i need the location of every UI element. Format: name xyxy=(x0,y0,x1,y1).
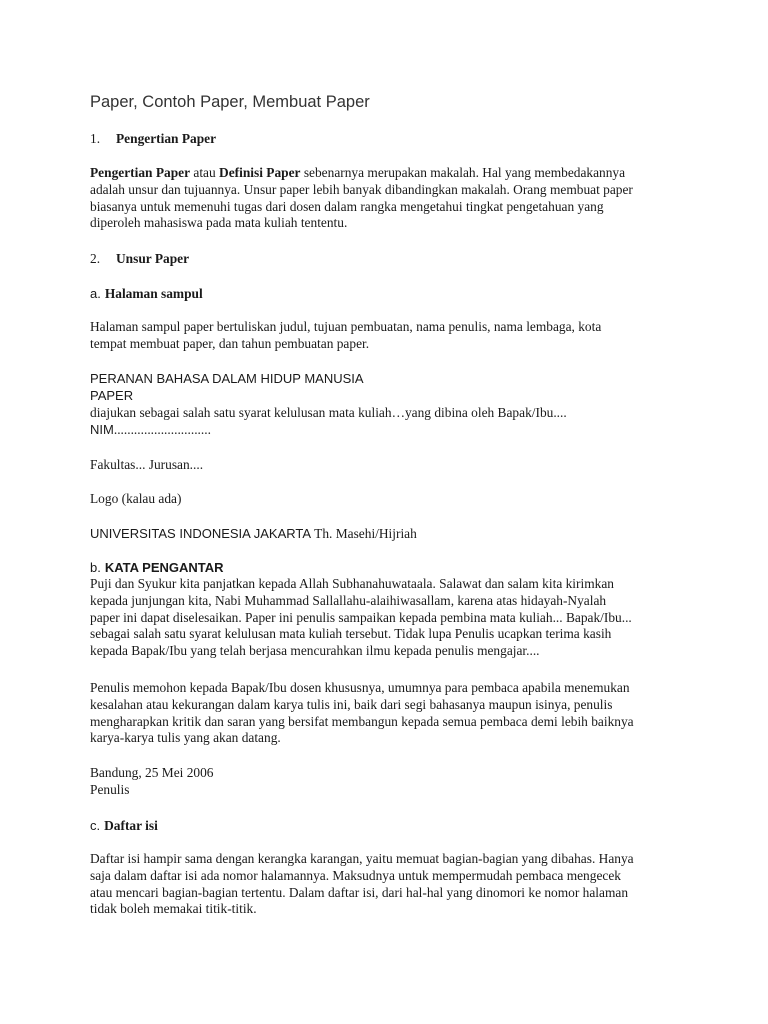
paragraph-text: atau xyxy=(190,165,220,180)
cover-university xyxy=(90,525,417,543)
university-name: UNIVERSITAS INDONESIA JAKARTA xyxy=(90,526,312,541)
paragraph-line: karya-karya tulis yang akan datang. xyxy=(90,730,281,746)
subsection-c-letter: c. xyxy=(90,818,101,833)
paragraph-line: kesalahan atau kekurangan dalam karya tulis ini, baik dari segi bahasanya maupun isinya, penulis xyxy=(90,696,613,712)
nim-label: NIM xyxy=(90,422,114,438)
subsection-a-letter: a. xyxy=(90,286,101,301)
paragraph-line: saja dalam daftar isi ada nomor halamannya. Maksudnya untuk mempermudah pembaca mengecek xyxy=(90,867,621,883)
subsection-a-heading xyxy=(90,285,203,303)
cover-faculty: Fakultas... Jurusan.... xyxy=(90,457,204,472)
paragraph-line: atau mencari bagian-bagian tertentu. Dalam daftar isi, dari hal-hal yang dinomori ke nomor halaman xyxy=(90,884,629,900)
paragraph-text: sebenarnya merupakan makalah. Hal yang membedakannya xyxy=(300,165,626,180)
subsection-a-paragraph xyxy=(90,319,601,353)
signature-block xyxy=(90,765,213,799)
subsection-c-heading xyxy=(90,817,158,835)
section-1-heading xyxy=(90,131,216,148)
signer: Penulis xyxy=(90,781,130,797)
paragraph-line: paper ini dapat diselesaikan. Paper ini penulis sampaikan kepada pembina mata kuliah... Bapak/Ibu... xyxy=(90,609,632,625)
university-year: Th. Masehi/Hijriah xyxy=(311,526,417,541)
section-2-heading xyxy=(90,251,189,268)
section-1-number: 1. xyxy=(90,131,101,146)
section-2-title: Unsur Paper xyxy=(116,251,190,266)
page-title: Paper, Contoh Paper, Membuat Paper xyxy=(90,93,370,111)
paragraph-line: kepada Bapak/Ibu yang telah berjasa mencurahkan ilmu kepada penulis mengajar.... xyxy=(90,643,540,659)
paragraph-line: Puji dan Syukur kita panjatkan kepada Allah Subhanahuwataala. Salawat dan salam kita kirimkan xyxy=(90,576,614,591)
nim-dots: ............................. xyxy=(113,422,211,438)
paragraph-line: tidak boleh memakai titik-titik. xyxy=(90,901,257,917)
cover-purpose: diajukan sebagai salah satu syarat kelulusan mata kuliah…yang dibina oleh Bapak/Ibu.... xyxy=(90,404,567,420)
subsection-b-title: KATA PENGANTAR xyxy=(104,560,224,575)
paragraph-line: diperoleh mahasiswa pada mata kuliah tententu. xyxy=(90,215,348,231)
subsection-b-letter: b. xyxy=(90,560,101,575)
subsection-b-heading xyxy=(90,559,224,577)
kata-pengantar-paragraph-1 xyxy=(90,576,632,660)
place-date: Bandung, 25 Mei 2006 xyxy=(90,765,214,780)
paragraph-line: Penulis memohon kepada Bapak/Ibu dosen khususnya, umumnya para pembaca apabila menemukan xyxy=(90,680,630,695)
section-2-number: 2. xyxy=(90,251,101,266)
subsection-a-title: Halaman sampul xyxy=(104,286,203,301)
section-1-paragraph xyxy=(90,165,633,232)
paragraph-line: mengharapkan kritik dan saran yang bersifat membangun kepada semua pembaca demi lebih baiknya xyxy=(90,713,634,729)
kata-pengantar-paragraph-2 xyxy=(90,680,634,747)
paragraph-line xyxy=(90,165,633,182)
paragraph-line: tempat membuat paper, dan tahun pembuatan paper. xyxy=(90,335,370,351)
paragraph-line: Halaman sampul paper bertuliskan judul, tujuan pembuatan, nama penulis, nama lembaga, kota xyxy=(90,319,602,334)
paragraph-line: Daftar isi hampir sama dengan kerangka karangan, yaitu memuat bagian-bagian yang dibahas. Hanya xyxy=(90,851,634,866)
paragraph-line: biasanya untuk memenuhi tugas dari dosen dalam rangka mengetahui tingkat pengetahuan yang xyxy=(90,198,604,214)
subsection-c-title: Daftar isi xyxy=(104,818,158,833)
term-definisi-paper: Definisi Paper xyxy=(219,165,301,180)
cover-logo: Logo (kalau ada) xyxy=(90,491,182,506)
paragraph-line: sebagai salah satu syarat kelulusan mata kuliah tersebut. Tidak lupa Penulis ucapkan terima kasih xyxy=(90,626,612,642)
paragraph-line: kepada junjungan kita, Nabi Muhammad Sallallahu-alaihiwasallam, karena atas hidayah-Nyalah xyxy=(90,592,607,608)
cover-nim xyxy=(90,421,567,439)
cover-type: PAPER xyxy=(90,387,134,403)
section-1-title: Pengertian Paper xyxy=(116,131,217,146)
cover-example xyxy=(90,371,567,439)
cover-title: PERANAN BAHASA DALAM HIDUP MANUSIA xyxy=(90,371,364,386)
term-pengertian-paper: Pengertian Paper xyxy=(90,165,191,180)
paragraph-line: adalah unsur dan tujuannya. Unsur paper lebih banyak dibandingkan makalah. Orang membuat paper xyxy=(90,181,633,197)
subsection-c-paragraph xyxy=(90,851,634,918)
